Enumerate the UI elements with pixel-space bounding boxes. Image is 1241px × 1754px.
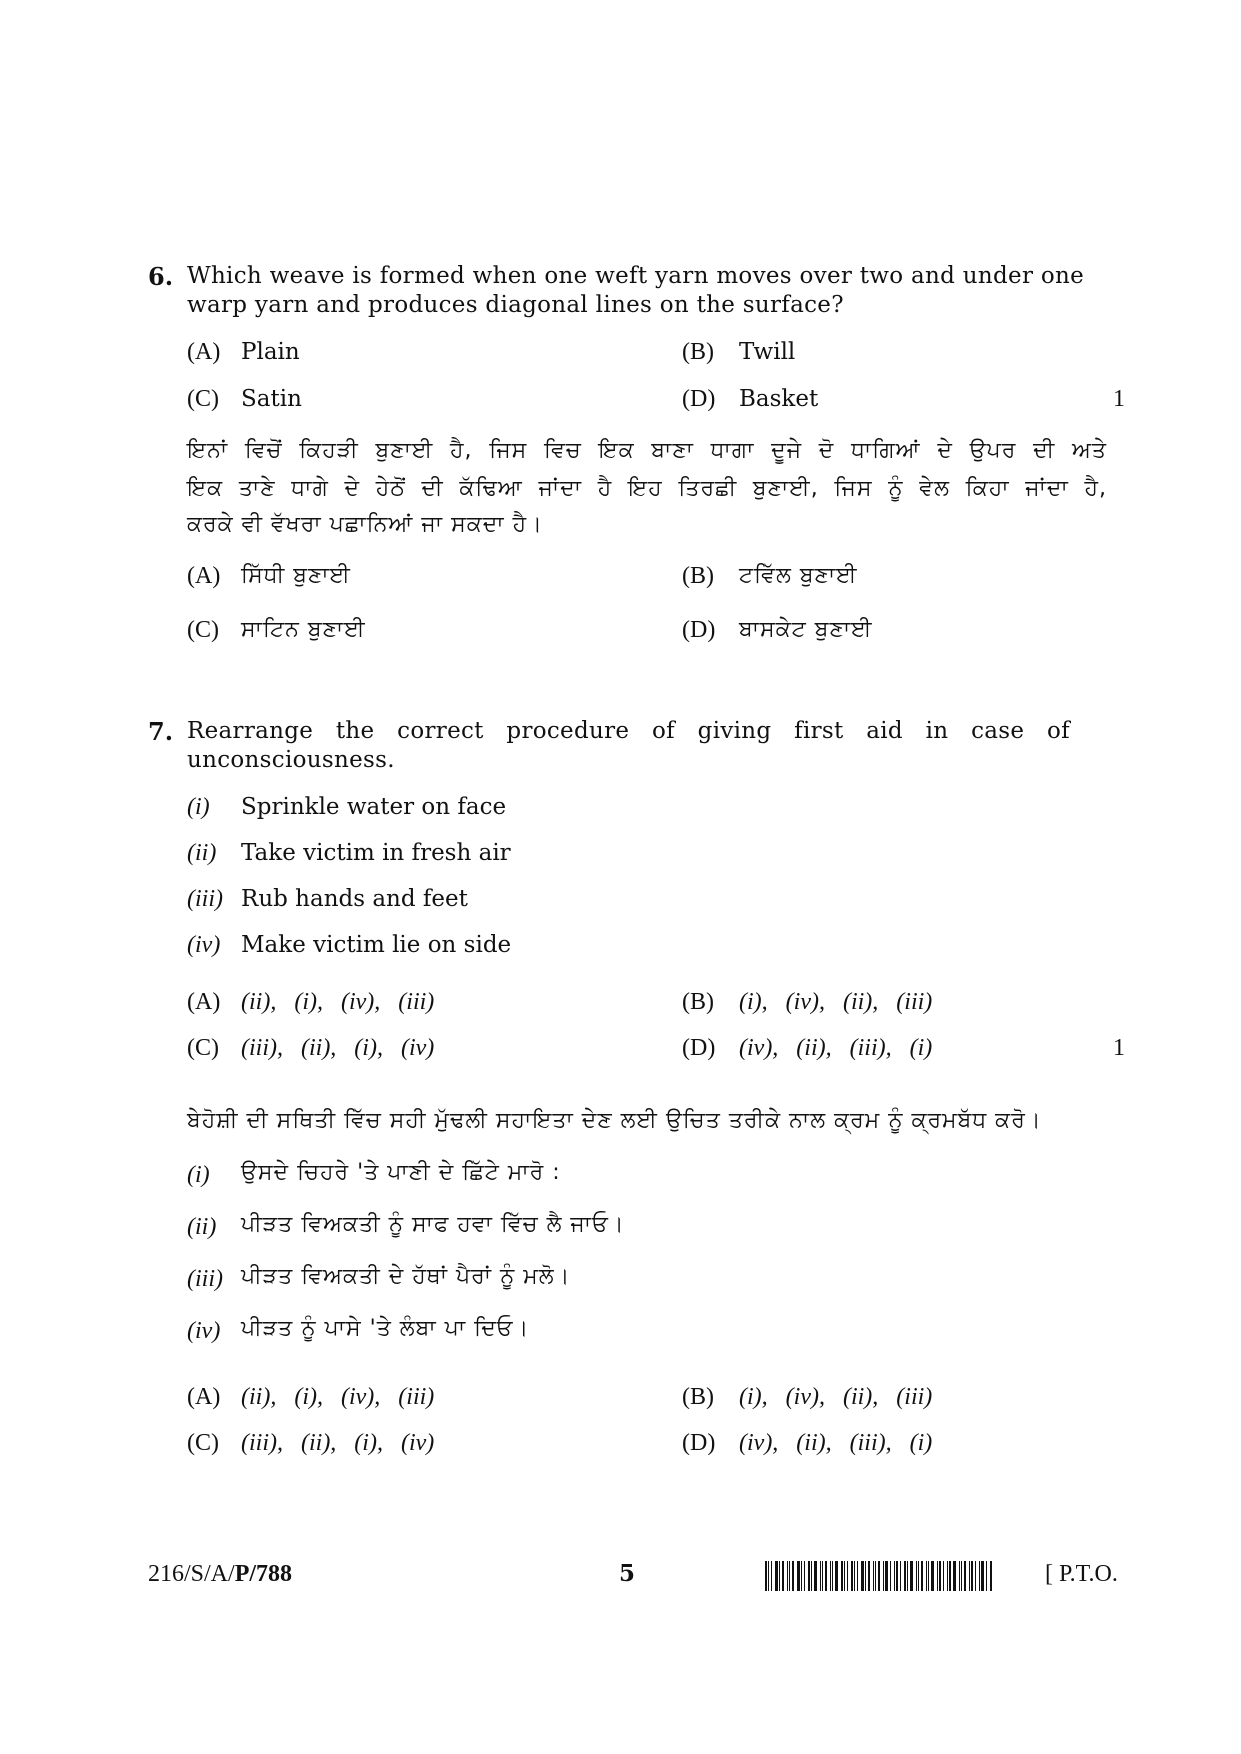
q6-option-b: Twill	[739, 339, 796, 365]
q7-pa-item-ii: ਪੀੜਤ ਵਿਅਕਤੀ ਨੂੰ ਸਾਫ ਹਵਾ ਵਿੱਚ ਲੈ ਜਾਓ।	[241, 1212, 625, 1237]
barcode-bar	[797, 1561, 800, 1591]
q7-item-iv: Make victim lie on side	[241, 932, 512, 958]
barcode-bar	[765, 1561, 767, 1591]
barcode-bar	[814, 1561, 817, 1591]
barcode-bar	[894, 1561, 895, 1591]
q7-item-iv-label: (iv)	[187, 932, 221, 958]
q6-option-d-label: (D)	[682, 386, 716, 412]
barcode-bar	[990, 1561, 992, 1591]
q7-option-c: (iii), (ii), (i), (iv)	[241, 1035, 435, 1061]
q7-pa-option-b-label: (B)	[682, 1384, 714, 1410]
barcode-bar	[835, 1561, 838, 1591]
barcode-bar	[868, 1561, 870, 1591]
q7-option-d-label: (D)	[682, 1035, 716, 1061]
barcode-bar	[883, 1561, 884, 1591]
barcode-bar	[910, 1561, 913, 1591]
q7-option-d: (iv), (ii), (iii), (i)	[739, 1035, 933, 1061]
q7-marks: 1	[1113, 1035, 1125, 1061]
barcode-bar	[890, 1561, 891, 1591]
barcode-bar	[916, 1561, 917, 1591]
q6-option-c-label: (C)	[187, 386, 219, 412]
barcode-bar	[949, 1561, 951, 1591]
barcode-bar	[851, 1561, 853, 1591]
q6-pa-option-d: ਬਾਸਕੇਟ ਬੁਣਾਈ	[739, 617, 873, 642]
q7-pa-option-b: (i), (iv), (ii), (iii)	[739, 1384, 933, 1410]
question-7-number: 7.	[148, 717, 174, 746]
q7-pa-option-d: (iv), (ii), (iii), (i)	[739, 1430, 933, 1456]
barcode-bar	[971, 1561, 973, 1591]
barcode-bar	[961, 1561, 962, 1591]
q7-pa-option-c-label: (C)	[187, 1430, 219, 1456]
barcode-bar	[943, 1561, 944, 1591]
barcode-bar	[907, 1561, 908, 1591]
q7-option-b-label: (B)	[682, 989, 714, 1015]
barcode-bar	[873, 1561, 874, 1591]
barcode-bar	[782, 1561, 784, 1591]
barcode-bar	[847, 1561, 848, 1591]
barcode-bar	[878, 1561, 880, 1591]
question-7-text-line1: Rearrange the correct procedure of giving first aid in case of	[187, 718, 1070, 744]
barcode-bar	[854, 1561, 855, 1591]
q6-option-c: Satin	[241, 386, 302, 412]
barcode-bar	[857, 1561, 858, 1591]
barcode-bar	[900, 1561, 901, 1591]
q6-pa-option-a: ਸਿੱਧੀ ਬੁਣਾਈ	[241, 563, 351, 588]
q7-pa-item-iii: ਪੀੜਤ ਵਿਅਕਤੀ ਦੇ ਹੱਥਾਂ ਪੈਰਾਂ ਨੂੰ ਮਲੋ।	[241, 1264, 571, 1289]
q7-option-a: (ii), (i), (iv), (iii)	[241, 989, 435, 1015]
barcode-bar	[939, 1561, 941, 1591]
barcode-bar	[822, 1561, 823, 1591]
barcode-bar	[931, 1561, 934, 1591]
barcode-bar	[928, 1561, 929, 1591]
barcode-bar	[975, 1561, 976, 1591]
barcode-bar	[779, 1561, 780, 1591]
question-6-text-line1: Which weave is formed when one weft yarn moves over two and under one	[187, 263, 1085, 289]
q6-option-a-label: (A)	[187, 339, 221, 365]
barcode-bar	[981, 1561, 984, 1591]
barcode-bar	[771, 1561, 772, 1591]
q7-item-ii: Take victim in fresh air	[241, 840, 511, 866]
barcode-bar	[918, 1561, 919, 1591]
q7-option-a-label: (A)	[187, 989, 221, 1015]
barcode-bar	[896, 1561, 898, 1591]
q7-item-ii-label: (ii)	[187, 840, 217, 866]
barcode-bar	[787, 1561, 788, 1591]
barcode-bar	[841, 1561, 843, 1591]
q7-pa-option-c: (iii), (ii), (i), (iv)	[241, 1430, 435, 1456]
barcode-bar	[792, 1561, 794, 1591]
q6-pa-option-a-label: (A)	[187, 563, 221, 589]
barcode-bar	[885, 1561, 888, 1591]
barcode-bar	[768, 1561, 769, 1591]
barcode-bar	[775, 1561, 778, 1591]
question-7-text-line2: unconsciousness.	[187, 747, 395, 773]
q6-option-a: Plain	[241, 339, 300, 365]
barcode-bar	[926, 1561, 927, 1591]
barcode-bar	[830, 1561, 831, 1591]
q6-pa-option-b-label: (B)	[682, 563, 714, 589]
paper-code-bold: P/788	[234, 1561, 293, 1587]
barcode-bar	[904, 1561, 906, 1591]
barcode-bar	[808, 1561, 810, 1591]
q7-pa-item-iv-label: (iv)	[187, 1318, 221, 1344]
q7-item-iii: Rub hands and feet	[241, 886, 468, 912]
barcode-bar	[861, 1561, 864, 1591]
barcode-bar	[875, 1561, 876, 1591]
q6-punjabi-line3: ਕਰਕੇ ਵੀ ਵੱਖਰਾ ਪਛਾਨਿਆਂ ਜਾ ਸਕਦਾ ਹੈ।	[187, 512, 543, 537]
q7-pa-item-ii-label: (ii)	[187, 1214, 217, 1240]
page-number: 5	[619, 1560, 636, 1587]
barcode-bar	[969, 1561, 970, 1591]
q6-option-d: Basket	[739, 386, 819, 412]
q7-item-iii-label: (iii)	[187, 886, 223, 912]
q6-pa-option-b: ਟਵਿੱਲ ਬੁਣਾਈ	[739, 563, 858, 588]
barcode-bar	[789, 1561, 790, 1591]
q7-pa-item-iv: ਪੀੜਤ ਨੂੰ ਪਾਸੇ 'ਤੇ ਲੰਬਾ ਪਾ ਦਿਓ।	[241, 1316, 530, 1341]
barcode-bar	[801, 1561, 802, 1591]
q7-option-c-label: (C)	[187, 1035, 219, 1061]
barcode-bar	[959, 1561, 960, 1591]
q7-punjabi-line1: ਬੇਹੋਸ਼ੀ ਦੀ ਸਥਿਤੀ ਵਿੱਚ ਸਹੀ ਮੁੱਢਲੀ ਸਹਾਇਤਾ ਦੇਣ ਲਈ ਉਚਿਤ ਤਰੀਕੇ ਨਾਲ ਕ੍ਰਮ ਨੂੰ ਕ੍ਰਮਬੱਧ ਕਰੋ।	[187, 1108, 1042, 1133]
barcode-bar	[804, 1561, 805, 1591]
barcode-bar	[832, 1561, 833, 1591]
pto-label: [ P.T.O.	[1045, 1561, 1118, 1587]
barcode-bar	[964, 1561, 966, 1591]
question-6-text-line2: warp yarn and produces diagonal lines on the surface?	[187, 292, 844, 318]
barcode-bar	[811, 1561, 812, 1591]
barcode-bar	[986, 1561, 987, 1591]
paper-code-prefix: 216/S/A/	[148, 1561, 235, 1587]
q6-pa-option-c-label: (C)	[187, 617, 219, 643]
q7-item-i: Sprinkle water on face	[241, 794, 507, 820]
barcode-bar	[953, 1561, 956, 1591]
barcode-bar	[947, 1561, 948, 1591]
q7-option-b: (i), (iv), (ii), (iii)	[739, 989, 933, 1015]
barcode	[765, 1561, 993, 1591]
question-6-number: 6.	[148, 262, 174, 291]
q7-pa-item-i-label: (i)	[187, 1162, 210, 1188]
q7-pa-option-a: (ii), (i), (iv), (iii)	[241, 1384, 435, 1410]
q6-pa-option-d-label: (D)	[682, 617, 716, 643]
q7-pa-item-iii-label: (iii)	[187, 1266, 223, 1292]
q6-pa-option-c: ਸਾਟਿਨ ਬੁਣਾਈ	[241, 617, 366, 642]
barcode-bar	[825, 1561, 827, 1591]
q6-punjabi-line2: ਇਕ ਤਾਣੇ ਧਾਗੇ ਦੇ ਹੇਠੋਂ ਦੀ ਕੱਢਿਆ ਜਾਂਦਾ ਹੈ ਇਹ ਤਿਰਛੀ ਬੁਣਾਈ, ਜਿਸ ਨੂੰ ਵੇਲ ਕਿਹਾ ਜਾਂਦਾ ਹੈ,	[187, 476, 1107, 501]
q7-item-i-label: (i)	[187, 794, 210, 820]
barcode-bar	[921, 1561, 923, 1591]
q6-option-b-label: (B)	[682, 339, 714, 365]
q7-pa-item-i: ਉਸਦੇ ਚਿਹਰੇ 'ਤੇ ਪਾਣੀ ਦੇ ਛਿੱਟੇ ਮਾਰੋ :	[241, 1160, 561, 1185]
barcode-bar	[979, 1561, 980, 1591]
q7-pa-option-d-label: (D)	[682, 1430, 716, 1456]
barcode-bar	[820, 1561, 821, 1591]
barcode-bar	[844, 1561, 845, 1591]
paper-code	[148, 1561, 292, 1588]
barcode-bar	[865, 1561, 866, 1591]
barcode-bar	[937, 1561, 938, 1591]
q6-punjabi-line1: ਇਨਾਂ ਵਿਚੋਂ ਕਿਹੜੀ ਬੁਣਾਈ ਹੈ, ਜਿਸ ਵਿਚ ਇਕ ਬਾਣਾ ਧਾਗਾ ਦੂਜੇ ਦੋ ਧਾਗਿਆਂ ਦੇ ਉਪਰ ਦੀ ਅਤੇ	[187, 438, 1107, 463]
q7-pa-option-a-label: (A)	[187, 1384, 221, 1410]
q6-marks: 1	[1113, 386, 1125, 412]
